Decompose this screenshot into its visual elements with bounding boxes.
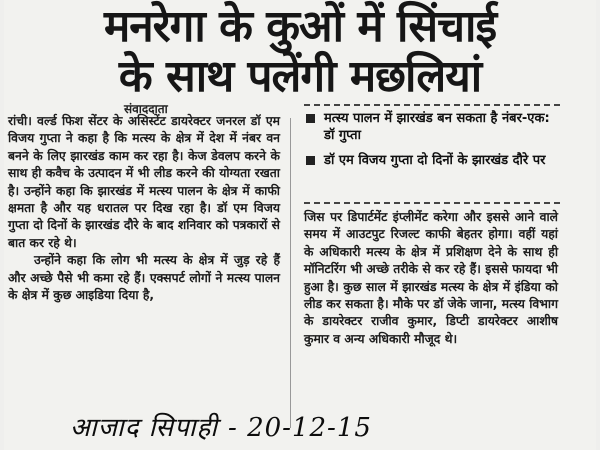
clipping-date: - 20-12-15 xyxy=(228,413,372,443)
highlights-box xyxy=(304,104,560,204)
paragraph: रांची। वर्ल्ड फिश सेंटर के असिस्टेंट डायरेक्टर जनरल डॉ एम विजय गुप्ता ने कहा है कि मत्स्य के क्षेत्र में देश में नंबर वन बनने के लिए झारखंड काम कर रहा है। केज डेवलप करने के साथ ही कवैच के उत्पादन में भी लीड करने की योग्यता रखता है। उन्होंने कहा कि झारखंड में मत्स्य पालन के क्षेत्र में काफी क्षमता है और यह धरातल पर दिख रहा है। डॉ एम विजय गुप्ता दो दिनों के झारखंड दौरे के बाद शनिवार को पत्रकारों से बात कर रहे थे। xyxy=(8,114,280,250)
highlight-text: डॉ एम विजय गुप्ता दो दिनों के झारखंड दौरे पर xyxy=(324,153,546,168)
newspaper-clipping xyxy=(4,0,596,450)
square-bullet-icon xyxy=(306,156,315,165)
article-column-2 xyxy=(304,209,558,348)
paragraph: जिस पर डिपार्टमेंट इंप्लीमेंट करेगा और इससे आने वाले समय में आउटपुट रिजल्ट काफी बेहतर होगा। वहीं यहां के अधिकारी मत्स्य के क्षेत्र में प्रशिक्षण देने के साथ ही मॉनिटरिंग भी अच्छे तरीके से कर रहे हैं। इससे फायदा भी हुआ है। कुछ साल में झारखंड मत्स्य के क्षेत्र में इंडिया को लीड कर सकता है। मौके पर डॉ जेके जाना, मत्स्य विभाग के डायरेक्टर राजीव कुमार, डिप्टी डायरेक्टर आशीष कुमार व अन्य अधिकारी मौजूद थे। xyxy=(304,210,558,346)
source-name: आजाद सिपाही xyxy=(70,413,219,443)
paragraph: उन्होंने कहा कि लोग भी मत्स्य के क्षेत्र में जुड़ रहे हैं और अच्छे पैसे भी कमा रहे हैं। एक्सपर्ट लोगों ने मत्स्य पालन के क्षेत्र में कुछ आइडिया दिया है, xyxy=(8,253,280,303)
headline-line-1: मनरेगा के कुओं में सिंचाई xyxy=(103,1,497,52)
byline: संवाददाता xyxy=(124,102,168,116)
square-bullet-icon xyxy=(306,114,315,123)
handwritten-source-note xyxy=(70,408,590,448)
highlight-text: मत्स्य पालन में झारखंड बन सकता है नंबर-एक: डॉ गुप्ता xyxy=(324,111,550,143)
highlight-item xyxy=(304,152,560,169)
highlight-item xyxy=(304,110,560,144)
article-column-1 xyxy=(8,113,280,304)
headline-line-2: के साथ पलेंगी मछलियां xyxy=(118,51,482,102)
column-divider xyxy=(290,118,291,428)
